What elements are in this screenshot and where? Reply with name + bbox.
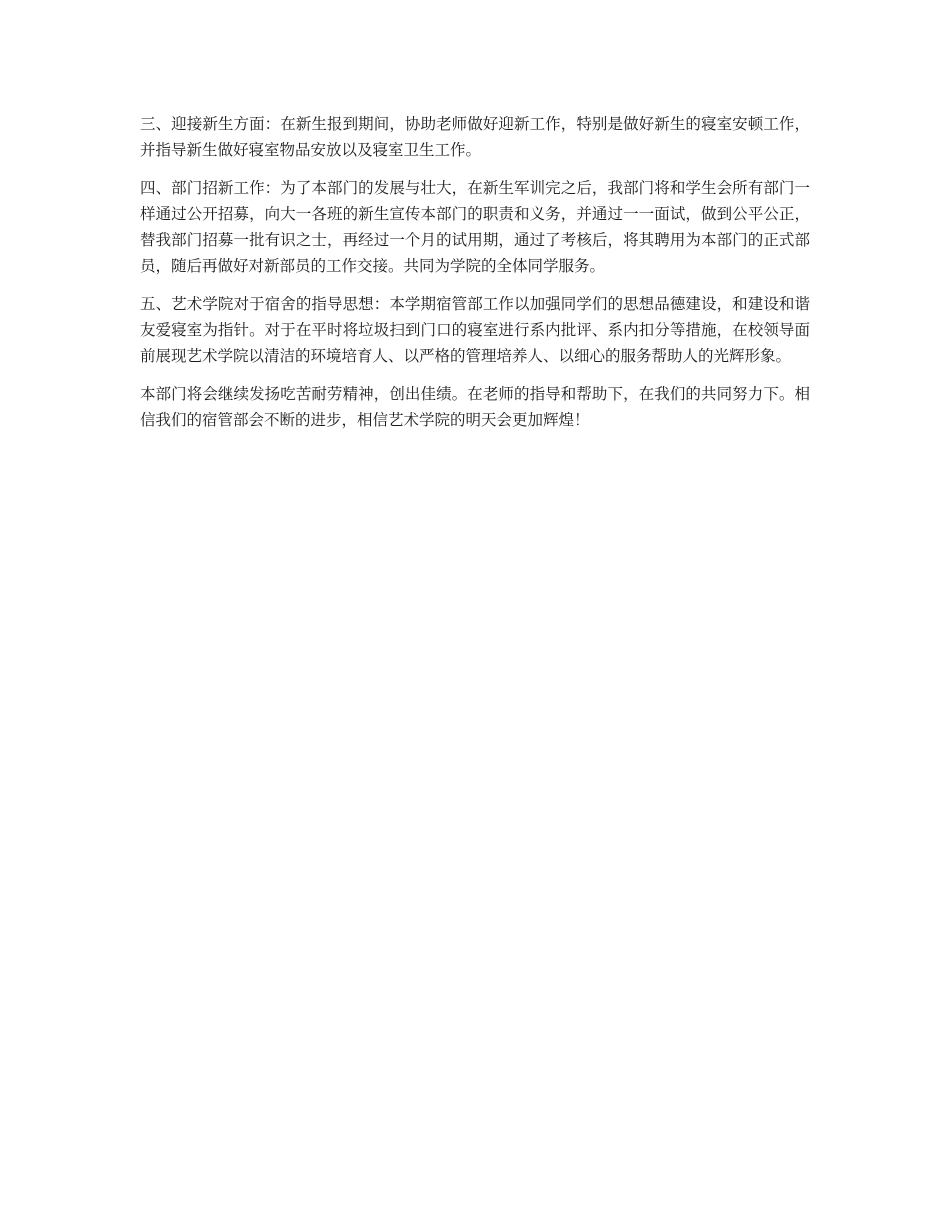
paragraph-welcome-freshmen: 三、迎接新生方面：在新生报到期间，协助老师做好迎新工作，特别是做好新生的寝室安顿工作，并指导新生做好寝室物品安放以及寝室卫生工作。 (140, 115, 810, 159)
paragraph-dormitory-guidance: 五、艺术学院对于宿舍的指导思想：本学期宿管部工作以加强同学们的思想品德建设，和建设和谐友爱寝室为指针。对于在平时将垃圾扫到门口的寝室进行系内批评、系内扣分等措施，在校领导面前展现艺术学院以清洁的环境培育人、以严格的管理培养人、以细心的服务帮助人的光辉形象。 (140, 295, 810, 365)
document-body (140, 111, 810, 445)
paragraph-department-recruitment: 四、部门招新工作：为了本部门的发展与壮大，在新生军训完之后，我部门将和学生会所有部门一样通过公开招募，向大一各班的新生宣传本部门的职责和义务，并通过一一面试，做到公平公正，替我部门招募一批有识之士，再经过一个月的试用期，通过了考核后，将其聘用为本部门的正式部员，随后再做好对新部员的工作交接。共同为学院的全体同学服务。 (140, 179, 810, 275)
paragraph-closing: 本部门将会继续发扬吃苦耐劳精神，创出佳绩。在老师的指导和帮助下，在我们的共同努力下。相信我们的宿管部会不断的进步，相信艺术学院的明天会更加辉煌！ (140, 385, 810, 429)
